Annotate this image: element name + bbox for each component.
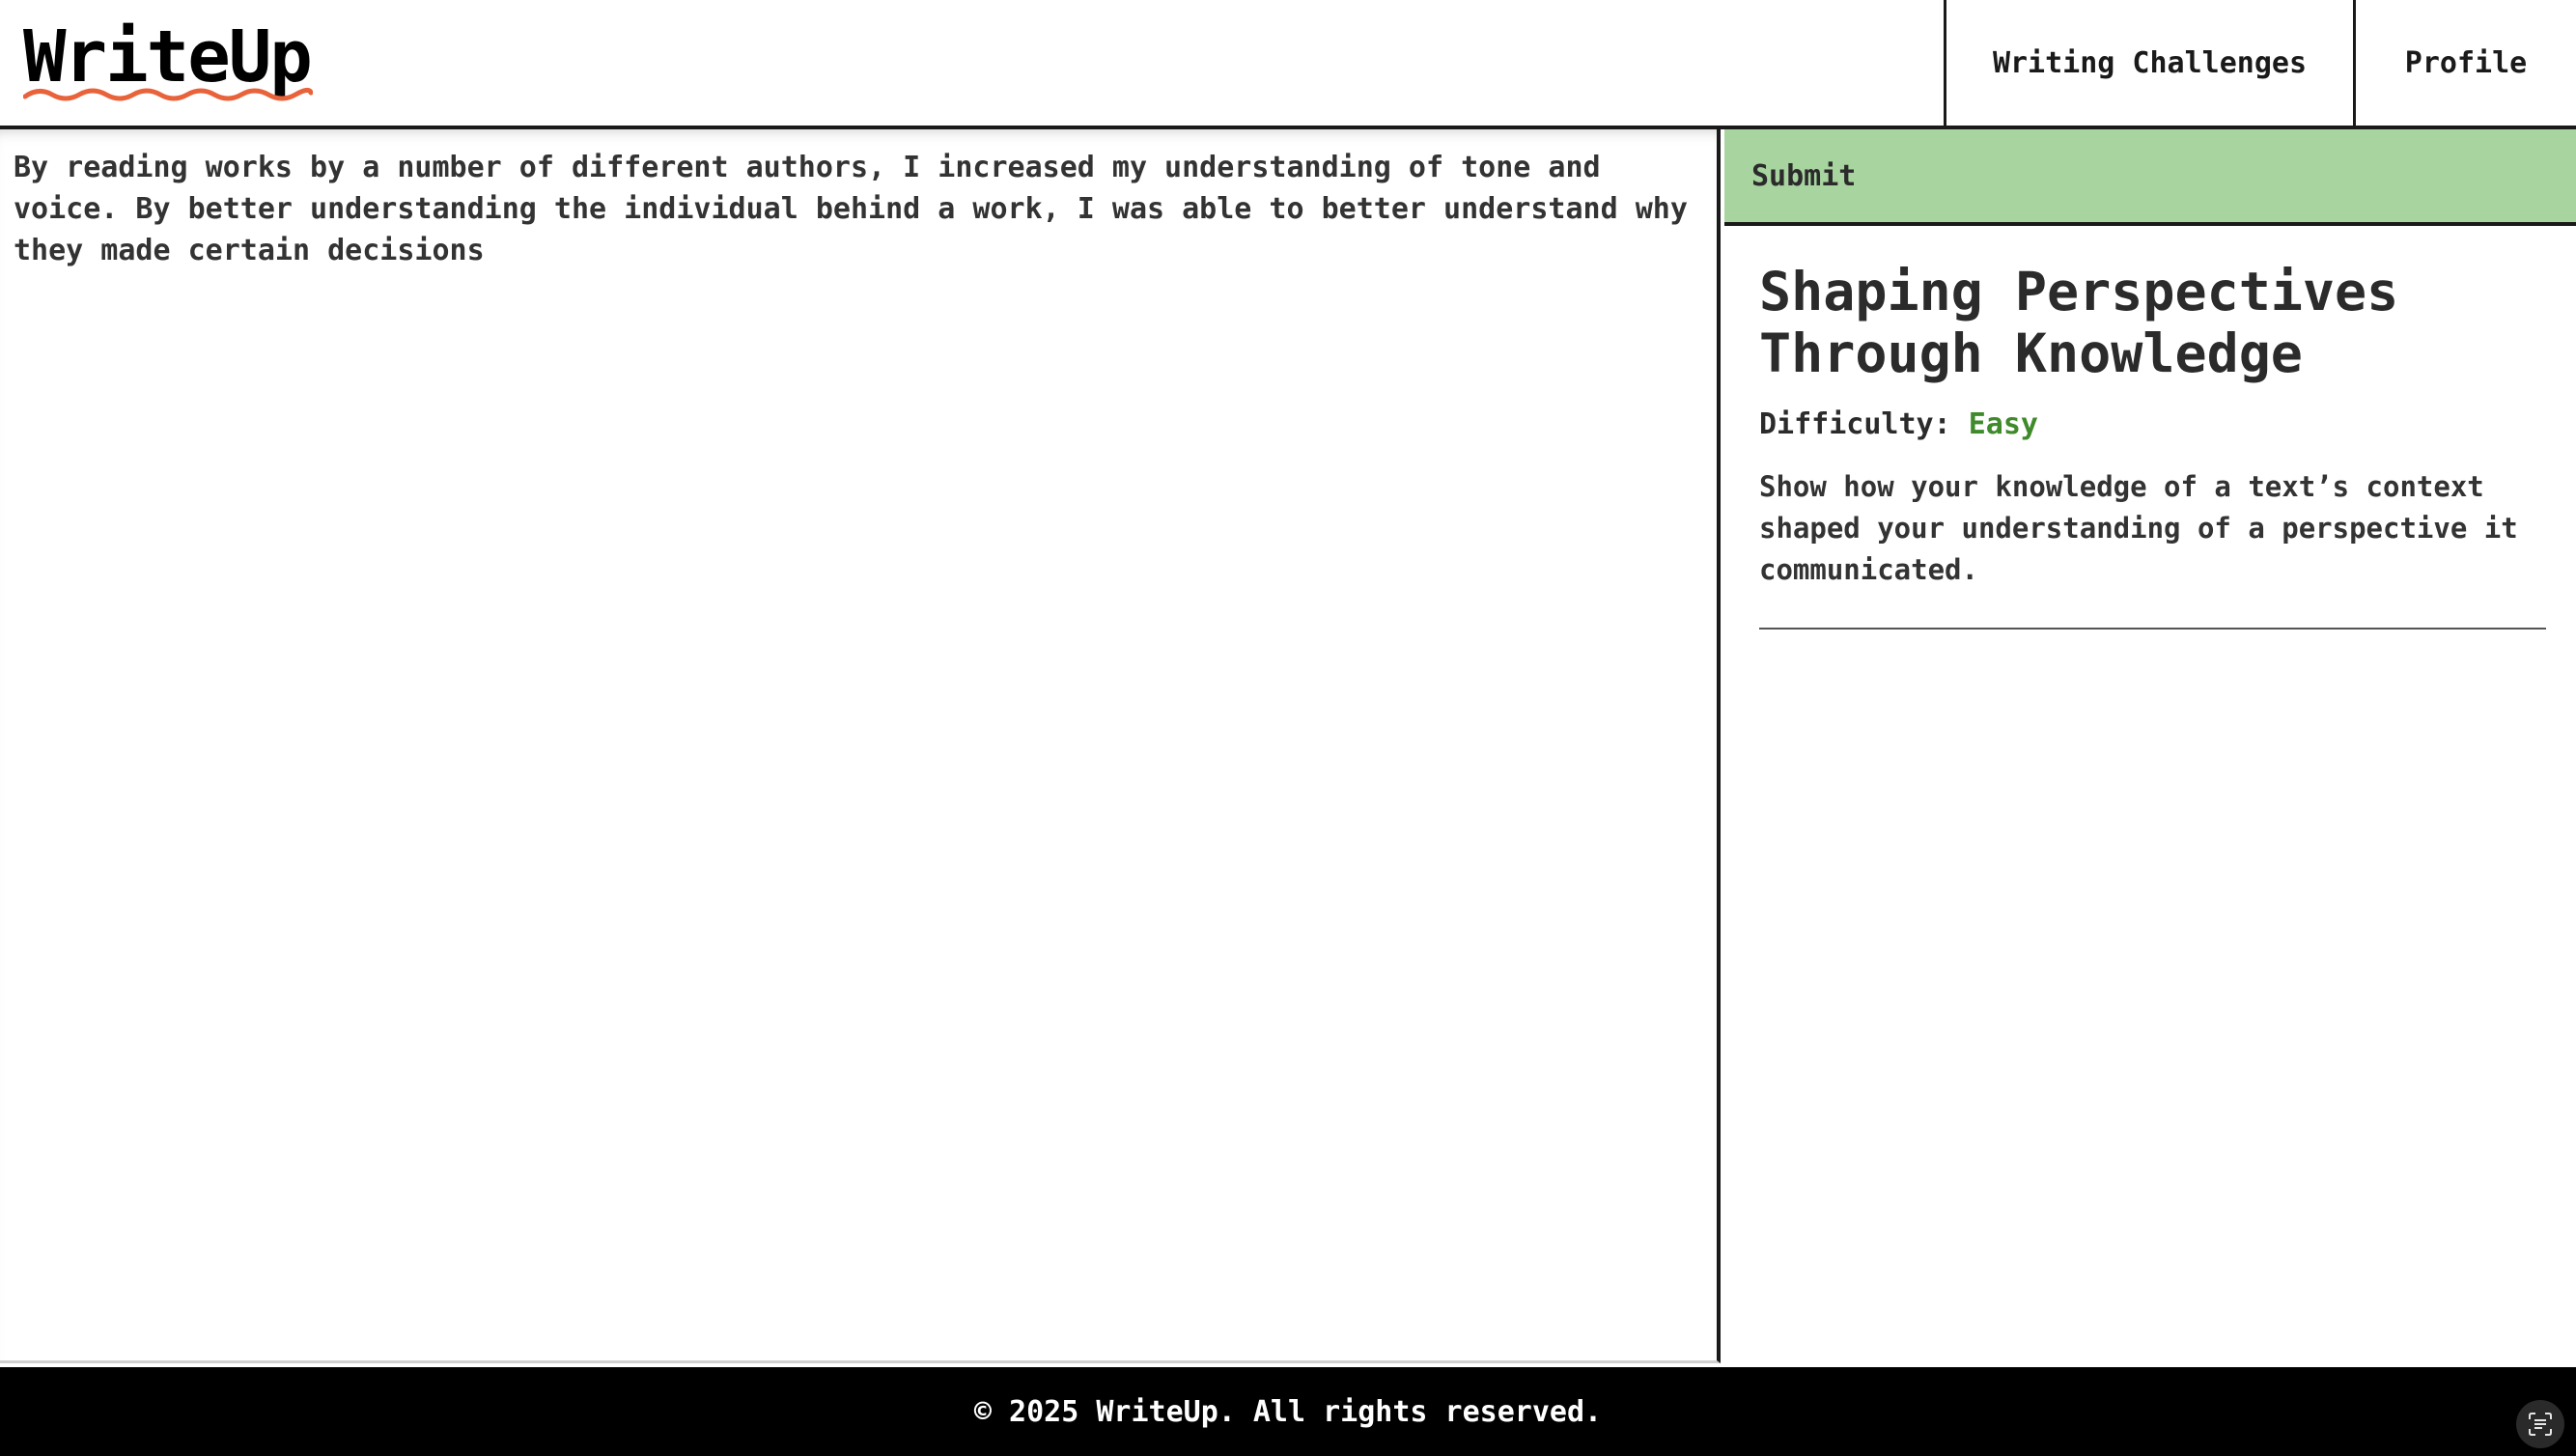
difficulty-row [1759,406,2038,444]
logo-underline-wave [23,83,313,106]
submit-button[interactable] [1724,129,2576,226]
nav-writing-challenges-label: Writing Challenges [1992,45,2308,80]
difficulty-label: Difficulty: [1759,407,1951,441]
nav-writing-challenges[interactable] [1944,0,2353,126]
app-logo[interactable] [23,14,311,100]
submit-label: Submit [1751,158,1857,193]
nav-profile[interactable] [2353,0,2576,126]
nav-profile-label: Profile [2404,45,2528,80]
app-footer [0,1367,2576,1456]
difficulty-value: Easy [1968,407,2038,441]
footer-copyright: © 2025 WriteUp. All rights reserved. [973,1394,1603,1429]
challenge-title: Shaping Perspectives Through Knowledge [1759,261,2399,384]
editor-text[interactable]: By reading works by a number of different authors, I increased my understanding of tone and voice. By better understanding the individual behind a work, I was able to better understand why they made certain decisions [14,151,1705,267]
scan-text-icon[interactable] [2516,1400,2564,1448]
main-nav [1944,0,2576,126]
challenge-panel [1724,129,2576,1363]
writing-editor[interactable] [0,129,1721,1363]
challenge-prompt: Show how your knowledge of a text’s context shaped your understanding of a perspective it communicated. [1759,470,2518,586]
app-header [0,0,2576,129]
panel-divider [1759,628,2546,630]
scan-text-icon-glyph [2527,1411,2554,1438]
logo-text: WriteUp [23,15,311,98]
